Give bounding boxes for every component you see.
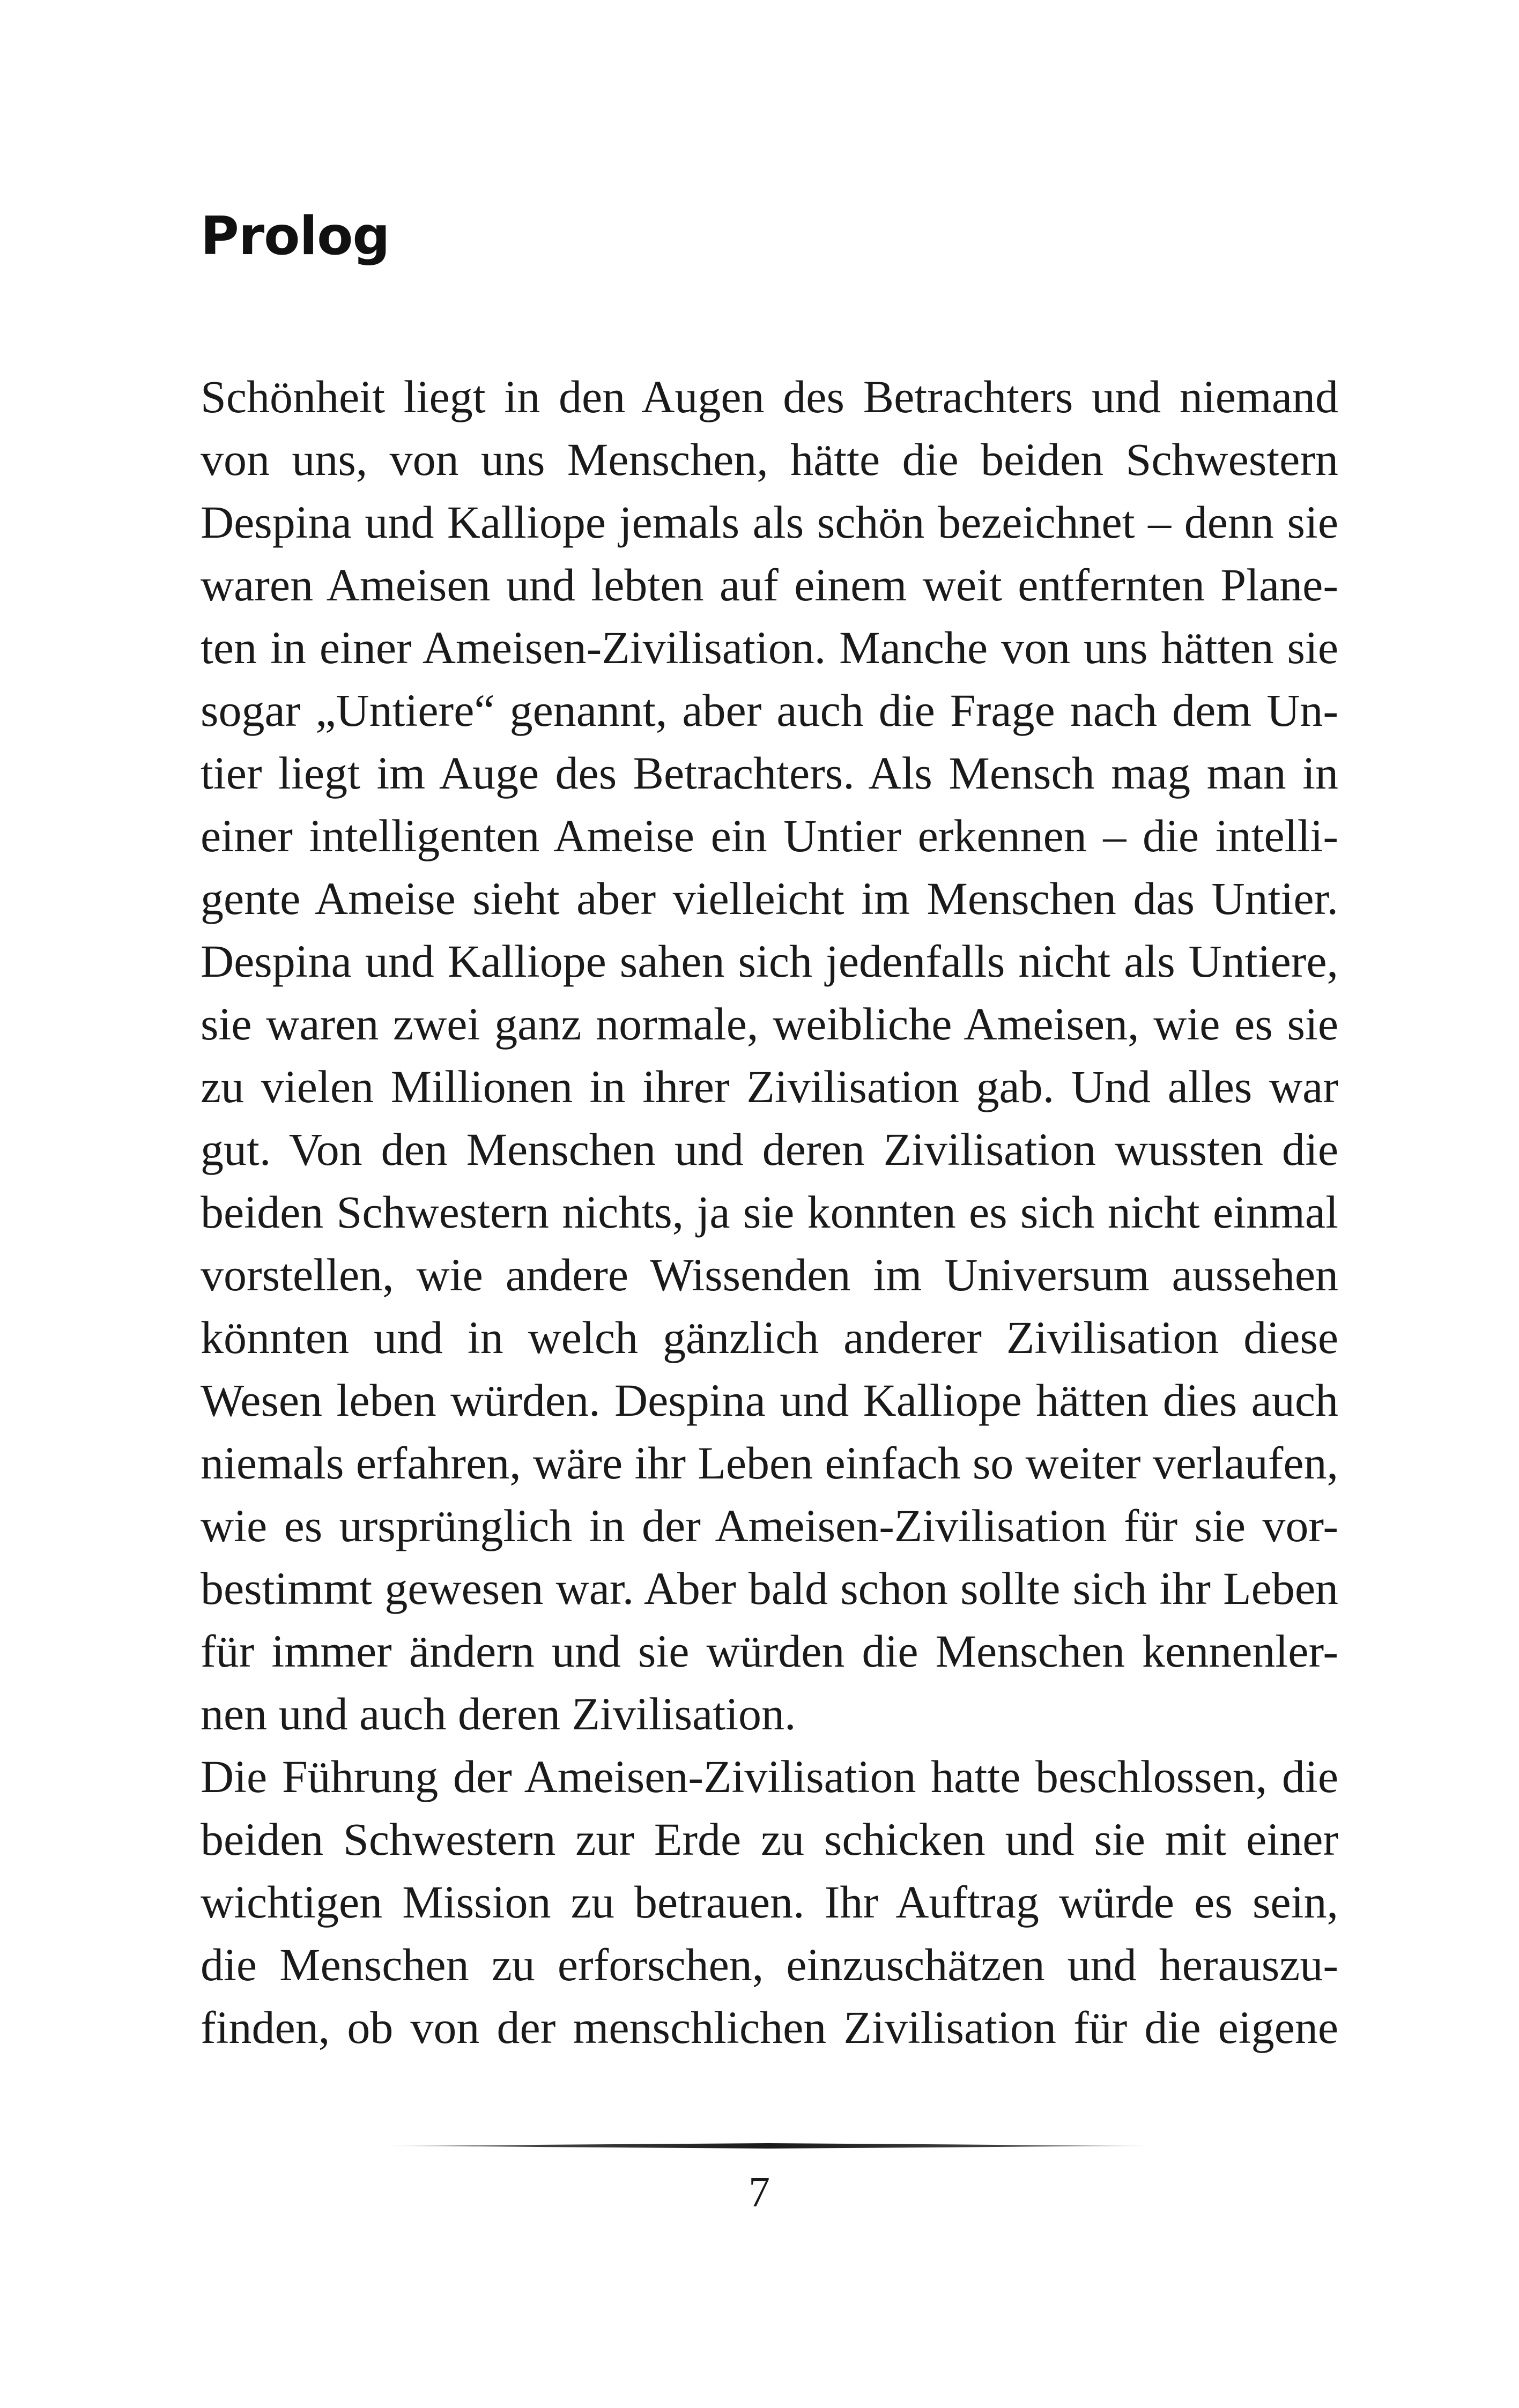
page-number: 7 (749, 2169, 770, 2216)
text-line: tier liegt im Auge des Betrachters. Als Mensch mag man in (201, 747, 1338, 799)
text-line: wie es ursprünglich in der Ameisen-Zivilisation für sie vor- (201, 1500, 1338, 1551)
text-line: die Menschen zu erforschen, einzuschätzen und herauszu- (201, 1939, 1338, 1990)
text-line: könnten und in welch gänzlich anderer Zivilisation diese (201, 1312, 1338, 1363)
paragraph (201, 366, 1338, 1745)
text-line: Despina und Kalliope sahen sich jedenfalls nicht als Untiere, (201, 935, 1338, 987)
text-line: von uns, von uns Menschen, hätte die beiden Schwestern (201, 434, 1338, 485)
text-line: einer intelligenten Ameise ein Untier erkennen – die intelli- (201, 810, 1338, 861)
text-line: vorstellen, wie andere Wissenden im Universum aussehen (201, 1249, 1338, 1300)
footer-divider (386, 2143, 1150, 2149)
paragraph (201, 1745, 1338, 2059)
text-line: waren Ameisen und lebten auf einem weit entfernten Plane- (201, 559, 1338, 611)
text-line: sie waren zwei ganz normale, weibliche Ameisen, wie es sie (201, 998, 1338, 1050)
body-text (201, 366, 1338, 2059)
text-line: sogar „Untiere“ genannt, aber auch die Frage nach dem Un- (201, 685, 1338, 736)
text-line: Schönheit liegt in den Augen des Betrachters und niemand (201, 371, 1338, 422)
text-line: beiden Schwestern zur Erde zu schicken und sie mit einer (201, 1814, 1338, 1865)
text-line: niemals erfahren, wäre ihr Leben einfach so weiter verlaufen, (201, 1437, 1338, 1489)
text-line: Wesen leben würden. Despina und Kalliope hätten dies auch (201, 1374, 1338, 1426)
text-line: gente Ameise sieht aber vielleicht im Menschen das Untier. (201, 873, 1338, 924)
text-line: Die Führung der Ameisen-Zivilisation hatte beschlossen, die (201, 1751, 1338, 1802)
text-line: bestimmt gewesen war. Aber bald schon sollte sich ihr Leben (201, 1563, 1338, 1614)
text-line: Despina und Kalliope jemals als schön bezeichnet – denn sie (201, 496, 1338, 548)
text-line: ten in einer Ameisen-Zivilisation. Manche von uns hätten sie (201, 622, 1338, 673)
text-line: wichtigen Mission zu betrauen. Ihr Auftrag würde es sein, (201, 1876, 1338, 1928)
text-line: beiden Schwestern nichts, ja sie konnten es sich nicht einmal (201, 1186, 1338, 1238)
text-line: für immer ändern und sie würden die Menschen kennenler- (201, 1625, 1338, 1677)
chapter-heading: Prolog (201, 206, 390, 267)
text-line: nen und auch deren Zivilisation. (201, 1688, 796, 1740)
text-line: gut. Von den Menschen und deren Zivilisation wussten die (201, 1124, 1338, 1175)
text-line: zu vielen Millionen in ihrer Zivilisation gab. Und alles war (201, 1061, 1338, 1112)
text-line: finden, ob von der menschlichen Zivilisation für die eigene (201, 2002, 1338, 2053)
